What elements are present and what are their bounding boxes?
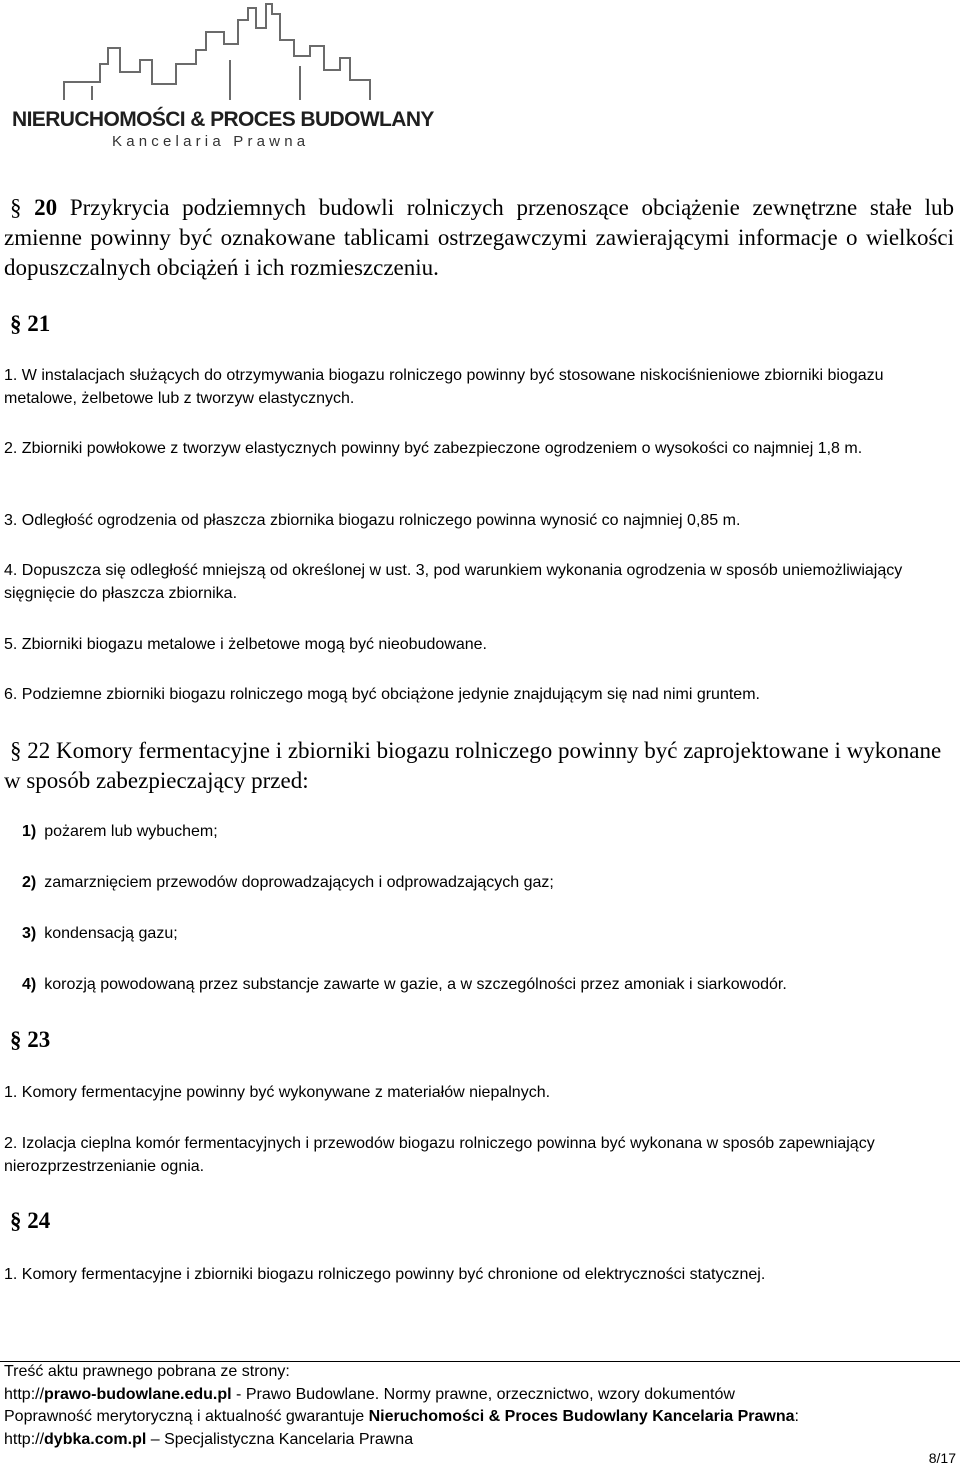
footer-firm-line (4, 1429, 956, 1452)
footer-source-link[interactable]: prawo-budowlane.edu.pl (44, 1385, 232, 1403)
section-21-heading (10, 309, 50, 339)
page-footer (4, 1361, 956, 1451)
section-21-item-1: 1. W instalacjach służących do otrzymywania biogazu rolniczego powinny być stosowane niskociśnieniowe zbiorniki biogazu metalowe, żelbetowe lub z tworzyw elastycznych. (4, 367, 884, 407)
list-text: korozją powodowaną przez substancje zawarte w gazie, a w szczególności przez amoniak i siarkowodór. (44, 976, 787, 993)
section-21-item-5: 5. Zbiorniki biogazu metalowe i żelbetowe mogą być nieobudowane. (4, 636, 487, 653)
footer-source-description: - Prawo Budowlane. Normy prawne, orzecznictwo, wzory dokumentów (231, 1385, 735, 1403)
footer-source-line (4, 1384, 956, 1407)
section-22-list-item (22, 973, 952, 996)
section-22-paragraph (4, 736, 954, 796)
section-22-list-item (22, 922, 952, 945)
section-number: 21 (27, 311, 51, 336)
section-22-list-item (22, 820, 952, 843)
list-number: 3) (22, 925, 37, 942)
list-text: pożarem lub wybuchem; (44, 823, 218, 840)
footer-url-prefix: http:// (4, 1430, 45, 1448)
section-mark: § (10, 1027, 22, 1052)
section-mark: § (10, 195, 22, 220)
section-23-heading (10, 1025, 50, 1055)
footer-guarantee-prefix: Poprawność merytoryczną i aktualność gwarantuje (4, 1408, 369, 1425)
footer-guarantee-suffix: : (794, 1408, 799, 1425)
logo-subtitle: Kancelaria Prawna (112, 133, 310, 150)
list-number: 4) (22, 976, 37, 993)
footer-url-prefix: http:// (4, 1385, 45, 1403)
section-mark: § (10, 311, 22, 336)
section-24-heading (10, 1206, 50, 1236)
section-23-item-2: 2. Izolacja cieplna komór fermentacyjnych i przewodów biogazu rolniczego powinna być wykonana w sposób zapewniający nierozprzestrzenianie ognia. (4, 1135, 875, 1175)
list-number: 1) (22, 823, 37, 840)
page-number: 8/17 (928, 1450, 956, 1466)
footer-firm-description: – Specjalistyczna Kancelaria Prawna (146, 1430, 414, 1448)
section-number: 24 (27, 1208, 51, 1233)
footer-guarantee-line (4, 1406, 956, 1429)
logo-title: NIERUCHOMOŚCI & PROCES BUDOWLANY (12, 108, 434, 131)
section-22-list-item (22, 871, 952, 894)
section-24-item-1: 1. Komory fermentacyjne i zbiorniki biogazu rolniczego powinny być chronione od elektryczności statycznej. (4, 1266, 766, 1283)
section-text: Komory fermentacyjne i zbiorniki biogazu rolniczego powinny być zaprojektowane i wykonane w sposób zabezpieczający przed: (4, 738, 942, 793)
section-21-item-2: 2. Zbiorniki powłokowe z tworzyw elastycznych powinny być zabezpieczone ogrodzeniem o wysokości co najmniej 1,8 m. (4, 440, 863, 457)
list-text: kondensacją gazu; (44, 925, 178, 942)
section-20-paragraph (4, 193, 954, 283)
section-21-item-6: 6. Podziemne zbiorniki biogazu rolniczego mogą być obciążone jedynie znajdującym się nad nimi gruntem. (4, 686, 760, 703)
list-text: zamarznięciem przewodów doprowadzających i odprowadzających gaz; (44, 874, 554, 891)
section-number: 22 (27, 738, 51, 763)
section-text: Przykrycia podziemnych budowli rolniczych przenoszące obciążenie zewnętrzne stałe lub zmienne powinny być oznakowane tablicami ostrzegawczymi zawierającymi informacje o wielkości dopuszczalnych obciążeń i ich rozmieszczeniu. (4, 195, 955, 280)
section-number: 23 (27, 1027, 51, 1052)
section-23-item-1: 1. Komory fermentacyjne powinny być wykonywane z materiałów niepalnych. (4, 1084, 551, 1101)
kancelaria-logo (0, 0, 434, 160)
footer-firm-link[interactable]: dybka.com.pl (44, 1430, 147, 1448)
section-mark: § (10, 1208, 22, 1233)
list-number: 2) (22, 874, 37, 891)
section-21-item-3: 3. Odległość ogrodzenia od płaszcza zbiornika biogazu rolniczego powinna wynosić co najmniej 0,85 m. (4, 512, 741, 529)
section-21-item-4: 4. Dopuszcza się odległość mniejszą od określonej w ust. 3, pod warunkiem wykonania ogrodzenia w sposób uniemożliwiający sięgnięcie do płaszcza zbiornika. (4, 562, 903, 602)
footer-firm-name: Nieruchomości & Proces Budowlany Kancelaria Prawna (368, 1408, 795, 1425)
city-skyline-icon (0, 0, 430, 110)
section-mark: § (10, 738, 22, 763)
section-number: 20 (34, 195, 58, 220)
footer-source-label: Treść aktu prawnego pobrana ze strony: (4, 1363, 290, 1380)
